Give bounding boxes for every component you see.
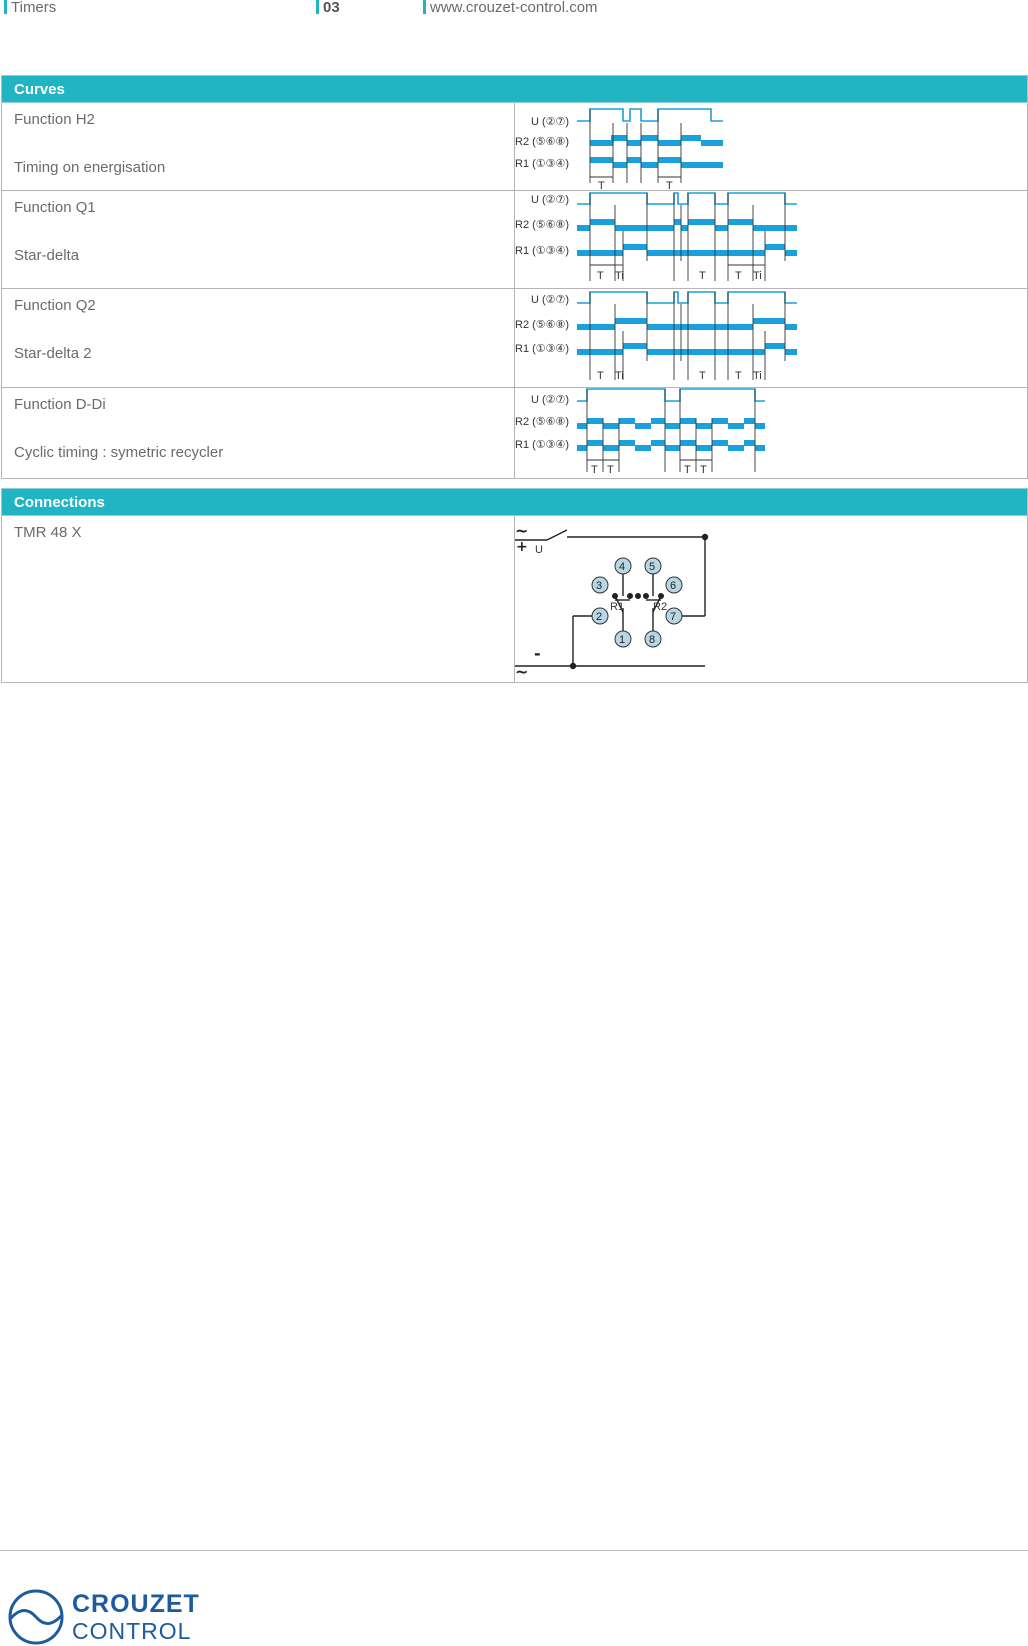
svg-text:T: T (666, 180, 673, 190)
curve-row-d-di (2, 388, 1028, 479)
svg-text:5: 5 (649, 561, 656, 573)
svg-text:U (②⑦): U (②⑦) (531, 394, 570, 406)
header-section-label: Timers (11, 0, 57, 16)
connections-title: Connections (2, 489, 1028, 516)
connections-product-cell (2, 516, 515, 683)
r1-waveform (590, 160, 723, 165)
svg-text:Ti: Ti (615, 370, 624, 382)
signal-labels (515, 116, 569, 170)
terminal-4 (615, 558, 631, 574)
curve-description-cell (2, 289, 515, 388)
page-number: 03 (323, 0, 340, 16)
r1-waveform (577, 247, 797, 253)
timing-diagram-d-di (515, 388, 1028, 478)
header-page-number (316, 0, 340, 20)
svg-text:R2 (⑤⑥⑧): R2 (⑤⑥⑧) (515, 136, 570, 148)
junction-dots (570, 534, 708, 669)
timing-diagram-cell (515, 388, 1028, 479)
curves-header-row (2, 76, 1028, 103)
timing-diagram-h2 (515, 103, 1028, 190)
function-description: Star-delta 2 (14, 345, 92, 362)
svg-text:R1 (①③④): R1 (①③④) (515, 158, 570, 170)
curve-row-q1 (2, 191, 1028, 289)
svg-text:T: T (700, 464, 707, 476)
svg-text:-: - (534, 644, 541, 663)
curves-title: Curves (2, 76, 1028, 103)
curve-description-cell (2, 103, 515, 191)
relay-r2-label: R2 (653, 601, 668, 613)
svg-text:R1 (①③④): R1 (①③④) (515, 245, 570, 257)
u-waveform (577, 389, 765, 401)
connections-table (1, 488, 1028, 683)
r2-waveform (577, 421, 765, 426)
svg-text:R2 (⑤⑥⑧): R2 (⑤⑥⑧) (515, 219, 570, 231)
product-name: TMR 48 X (14, 524, 82, 541)
signal-labels (515, 394, 569, 451)
function-description: Cyclic timing : symetric recycler (14, 444, 224, 461)
r2-waveform (590, 138, 723, 143)
timing-diagram-q1 (515, 191, 1028, 288)
timing-diagram-cell (515, 191, 1028, 289)
terminals (592, 558, 682, 647)
svg-text:~: ~ (515, 662, 529, 681)
svg-text:4: 4 (619, 561, 626, 573)
svg-text:1: 1 (619, 634, 626, 646)
header-accent-bar (423, 0, 426, 14)
r2-waveform (577, 321, 797, 327)
svg-text:2: 2 (596, 611, 603, 623)
header-url-link[interactable]: www.crouzet-control.com (430, 0, 598, 16)
svg-text:Ti: Ti (753, 270, 762, 282)
curve-description-cell (2, 191, 515, 289)
footer-divider (0, 1550, 1028, 1551)
terminal-1 (615, 631, 631, 647)
svg-text:+: + (516, 539, 528, 555)
timing-markers (590, 109, 681, 190)
supply-lines (515, 530, 705, 666)
svg-text:T: T (699, 370, 706, 382)
function-name: Function Q2 (14, 297, 96, 314)
header-url (423, 0, 598, 20)
timing-markers (590, 193, 785, 282)
r1-waveform (577, 443, 765, 448)
svg-text:~: ~ (515, 521, 529, 540)
svg-text:3: 3 (596, 580, 603, 592)
function-name: Function Q1 (14, 199, 96, 216)
connections-row (2, 516, 1028, 683)
u-waveform (577, 109, 723, 121)
svg-text:T: T (735, 370, 742, 382)
curve-row-h2 (2, 103, 1028, 191)
svg-text:T: T (598, 180, 605, 190)
svg-text:Ti: Ti (615, 270, 624, 282)
curve-description-cell (2, 388, 515, 479)
terminal-8 (645, 631, 661, 647)
wiring-diagram (515, 516, 1028, 682)
svg-text:6: 6 (670, 580, 677, 592)
header-accent-bar (316, 0, 319, 14)
supply-labels (515, 521, 543, 681)
signal-labels (515, 294, 569, 355)
wiring-diagram-cell (515, 516, 1028, 683)
svg-text:U (②⑦): U (②⑦) (531, 116, 570, 128)
svg-text:R2 (⑤⑥⑧): R2 (⑤⑥⑧) (515, 416, 570, 428)
terminal-6 (666, 577, 682, 593)
signal-labels (515, 194, 569, 257)
svg-text:R1 (①③④): R1 (①③④) (515, 343, 570, 355)
logo-text-crouzet: CROUZET (72, 1590, 200, 1618)
svg-text:T: T (735, 270, 742, 282)
terminal-7 (666, 608, 682, 624)
function-description: Star-delta (14, 247, 80, 264)
relay-r1-label: R1 (610, 601, 625, 613)
svg-text:T: T (591, 464, 598, 476)
terminal-5 (645, 558, 661, 574)
timing-markers (587, 389, 755, 476)
svg-text:8: 8 (649, 634, 656, 646)
svg-text:U (②⑦): U (②⑦) (531, 294, 570, 306)
svg-text:U: U (535, 544, 543, 556)
curve-row-q2 (2, 289, 1028, 388)
function-description: Timing on energisation (14, 159, 166, 176)
r1-waveform (577, 346, 797, 352)
svg-text:T: T (684, 464, 691, 476)
header-section (4, 0, 56, 20)
svg-text:T: T (597, 370, 604, 382)
svg-text:U (②⑦): U (②⑦) (531, 194, 570, 206)
timing-diagram-cell (515, 289, 1028, 388)
svg-text:Ti: Ti (753, 370, 762, 382)
r2-waveform (577, 222, 797, 228)
svg-text:T: T (607, 464, 614, 476)
connections-header-row (2, 489, 1028, 516)
logo-text-control: CONTROL (72, 1618, 192, 1644)
terminal-2 (592, 608, 608, 624)
svg-text:R2 (⑤⑥⑧): R2 (⑤⑥⑧) (515, 319, 570, 331)
u-waveform (577, 193, 797, 204)
timing-diagram-cell (515, 103, 1028, 191)
svg-text:7: 7 (670, 611, 677, 623)
curves-table (1, 75, 1028, 479)
function-name: Function D-Di (14, 396, 106, 413)
timing-diagram-q2 (515, 289, 1028, 387)
svg-text:T: T (597, 270, 604, 282)
svg-text:R1 (①③④): R1 (①③④) (515, 439, 570, 451)
svg-text:T: T (699, 270, 706, 282)
timing-markers (590, 292, 785, 382)
function-name: Function H2 (14, 111, 95, 128)
terminal-3 (592, 577, 608, 593)
u-waveform (577, 292, 797, 303)
header-accent-bar (4, 0, 7, 14)
